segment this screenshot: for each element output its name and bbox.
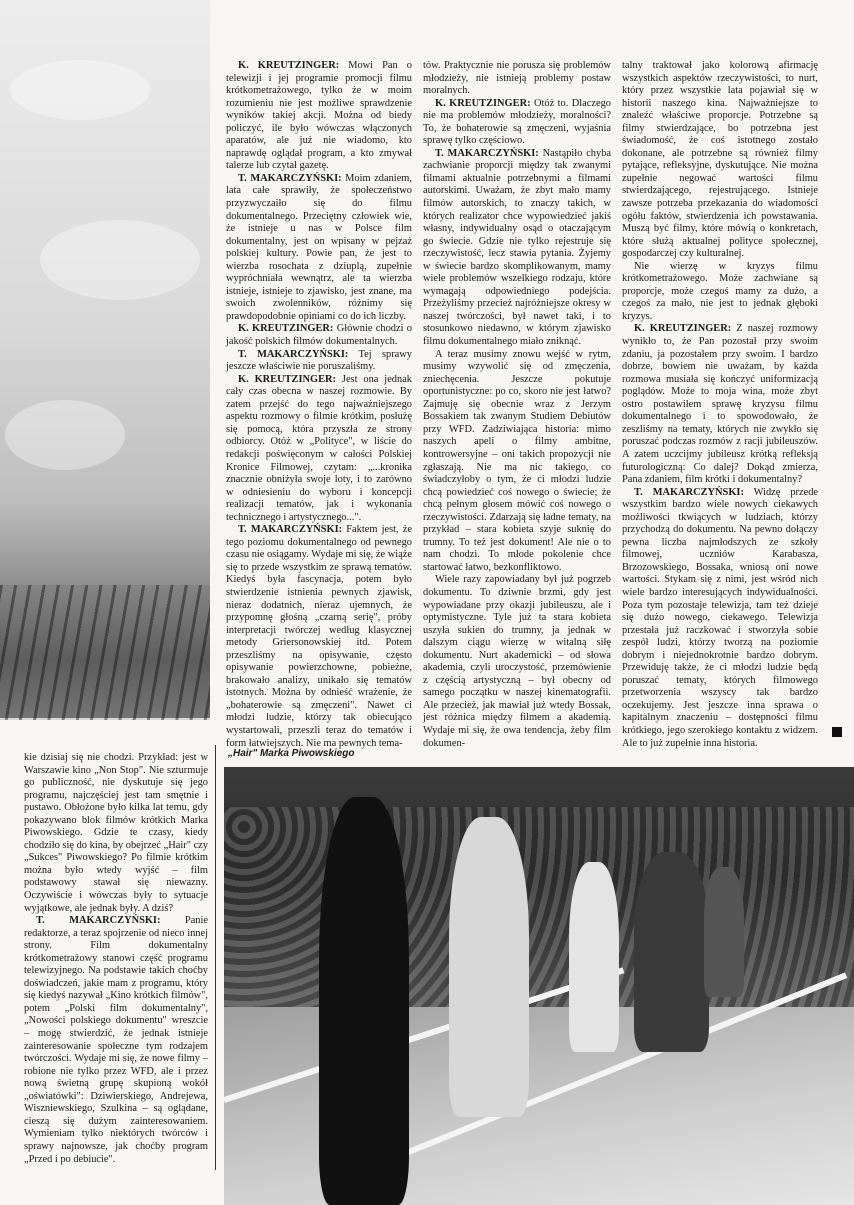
paragraph-text: Jest ona jednak cały czas obecna w naszej rozmowie. By zatem przejść do tego najważniejszego aspektu rozmowy o filmie krótkim, posłużę się pomocą, która przyszła ze strony odbiorcy. Otóż w „Polityce", w liście do redakcji poświęconym w całości Polskiej Kronice Filmowej, czytam: „...kronika znacznie obniżyła swoje loty, i to zarówno w odniesieniu do wyboru i koncepcji realizacji tematów, jak i wykonania technicznego i artystycznego...".: [226, 373, 413, 523]
paragraph-text: Wiele razy zapowiadany był już pogrzeb dokumentu. To dziwnie brzmi, gdy jest wypowiadane przy okazji jubileuszu, ale i optymistyczne. Tyle już ta stara kobieta uszyła sukien do trumny, ja jednak w dalszym ciągu wierzę w witalną siłę dokumentu. Nurt akademicki – od słowa akademia, czyli uroczystość, przemówienie z częścią artystyczną – był obecny od samego początku w naszej kinematografii. Ale przecież, jak mawiał już wtedy Bossak, jest różnica między filmem a akademią. Wydaje mi się, że owa tendencja, żeby film dokumen-: [423, 574, 611, 749]
paragraph: [423, 148, 611, 349]
speaker-name: K. KREUTZINGER:: [634, 323, 732, 335]
speaker-name: T. MAKARCZYŃSKI:: [435, 147, 539, 159]
paragraph-text: kie dzisiaj się nie chodzi. Przykład: jest w Warszawie kino „Non Stop". Nie szturmuje go publiczność, nie dyskutuje się jego programu, najczęściej jest tam smętnie i pustawo. Obłożone było kilka lat temu, gdy pokazywano blok filmów krótkich Marka Piwowskiego. Gdzie te czasy, kiedy chodziło się do kina, by obejrzeć „Hair" czy „Sukces" Piwowskiego? Po filmie krótkim można było wtedy wyjść – film podstawowy stawał się niewazny. Oczywiście i wówczas były to sytuacje wyjątkowe, ale jednak były. A dziś?: [24, 752, 208, 914]
paragraph: [24, 915, 208, 1166]
text-column-1: [226, 60, 412, 750]
paragraph: [423, 349, 611, 575]
column-divider: [215, 745, 216, 1170]
paragraph-text: Panie redaktorze, a teraz spojrzenie od nieco innej strony. Film dokumentalny krótkometrażowy stanowi część programu telewizyjnego. Na podstawie takich choćby doświadczeń, jakie mam z programu, który się kiedyś nazywał „Kino krótkich filmów", potem „Polski film dokumentalny", „Nowości polskiego dokumentu" wreszcie – mogę stwierdzić, że jednak istnieje zainteresowanie społeczne tym rodzajem twórczości. Wydaje mi się, że nowe filmy – robione nie tylko przez WFD, ale i przez nową świetną grupę skupioną wokół „oświatówki": Dziwierskiego, Andrejewa, Wiszniewskiego, Szulkina – są oglądane, cieszą się dużym zainteresowaniem. Wymieniam tylko niektórych twórców i sprawy najnowsze, jak choćby program „Przed i po debiucie".: [24, 915, 208, 1165]
paragraph: [226, 60, 412, 173]
paragraph-text: Faktem jest, że tego poziomu dokumentalnego od pewnego czasu nie osiągamy. Wydaje mi się, że wiąże się to przede wszystkim ze sprawą tematów. Kiedyś była fascynacja, potem było stwierdzenie istnienia pewnych zjawisk, nieraz dodatnich, nieraz ujemnych, że przypomnę głośną „czarną serię", próby interpretacji twórczej według klasycznej metody Griersonowskiej itd. Potem przeszliśmy na opisywanie, często opisywanie powierzchowne, pobieżne, brakowało analizy, unikało się tematów istotnych. Można by odnieść wrażenie, że „bohaterowie są zmęczeni". Nawet ci młodzi ludzie, którzy tak obiecująco wystartowali, przeszli teraz do tematów i form łatwiejszych. Nie ma pewnych tema-: [226, 524, 412, 749]
paragraph-text: Mowi Pan o telewizji i jej programie promocji filmu krótkometrażowego, tylko że w moim rozumieniu nie jest możliwe sprawdzenie wyników takiej akcji. Można od biedy policzyć, ile było wówczas włączonych aparatów, ale już nie wiadomo, kto naprawdę oglądał program, a kto zmywał talerze lub czytał gazetę.: [226, 60, 413, 172]
paragraph: [622, 323, 818, 486]
paragraph: [622, 261, 818, 324]
speaker-name: K. KREUTZINGER:: [238, 60, 340, 71]
paragraph-text: tów. Praktycznie nie porusza się problemów młodzieży, nie istnieją problemy postaw moralnych.: [423, 60, 611, 97]
paragraph-text: Z naszej rozmowy wynikło to, że Pan pozostał przy swoim zdaniu, ja pozostałem przy swoim. I bardzo dobrze, bowiem nie uważam, by każda rozmowa musiała się kończyć uniformizacją poglądów. Może to moja wina, może zbyt ostro postawiłem sprawę kryzysu filmu dokumentalnego i to spowodowało, że zeszliśmy na tematy, których nie zwykło się poruszać podczas rozmów z racji jubileuszów. A zatem uczcijmy jubileusz krótką refleksją futurologiczną: Co dalej? Dokąd zmierza, Pana zdaniem, film krótki i dokumentalny?: [622, 323, 818, 486]
paragraph-text: Otóż to. Dlaczego nie ma problemów młodzieży, moralności? To, że bohaterowie są zmęczeni, wyjaśnia sprawę tylko częściowo.: [423, 97, 612, 147]
text-column-2: [423, 60, 611, 750]
paragraph: [226, 374, 412, 525]
paragraph: [226, 323, 412, 348]
speaker-name: T. MAKARCZYŃSKI:: [238, 348, 349, 360]
paragraph: [622, 60, 818, 261]
paragraph-text: talny traktował jako kolorową afirmację wszystkich aspektów rzeczywistości, to nurt, który przez wszystkie lata pojawiał się w historii naszego kina. Najważniejsze to znaleźć właściwe proporcje. Potrzebne są filmy stwierdzające, bo potrzebna jest świadomość, że coś istotnego zostało dokonane, ale potrzebne są również filmy pytające, refleksyjne, dyskutujące. Nie można zupełnie negować wartości filmu stwierdzającego, rejestrującego. Istnieje zawsze potrzeba przekazania do wiadomości ogółu faktów, stwierdzenia ich powstawania. Muszą być filmy, które mówią o konkretach, które służą aktualnej polityce społecznej, gospodarczej czy kulturalnej.: [622, 60, 818, 260]
paragraph: [226, 524, 412, 750]
hair-stage-photo: [224, 767, 854, 1205]
paragraph: [226, 173, 412, 324]
text-column-3: [622, 60, 818, 750]
article-end-mark: [832, 727, 842, 737]
paragraph-text: Głównie chodzi o jakość polskich filmów dokumentalnych.: [226, 323, 413, 348]
paragraph-text: A teraz musimy znowu wejść w rytm, musimy wzywolić się od zmęczenia, zniechęcenia. Jeszcze pokutuje oportunistyczne: po co, skoro nie jest łatwo? Zajmuję się obecnie wraz z Jerzym Bossakiem tak zwanym Studiem Debiutów przy WFD. Zadziwiająca historia: mimo naszych apeli o filmy ambitne, kontrowersyjne – oni takich propozycji nie zgłaszają. Nie ma nic takiego, co świadczyłoby o tym, że ci młodzi ludzie chcą powiedzieć coś nowego o świecie; że chcą pełnym głosem mówić coś nowego o rzeczywistości. Zdarzają się ładne tematy, na przykład – stara kobieta szyje suknię do trumny. To też jest dokument! Ale nie o to nam chodzi. To młode pokolenie chce startować łatwo, bezkonfliktowo.: [423, 348, 611, 573]
photo-caption: „Hair" Marka Piwowskiego: [228, 748, 355, 759]
paragraph: [226, 349, 412, 374]
speaker-name: T. MAKARCZYŃSKI:: [238, 172, 342, 184]
paragraph: [24, 752, 208, 915]
paragraph-text: Moim zdaniem, lata całe sprawiły, że społeczeństwo przyzwyczaiło się do filmu dokumentalnego. Przeciętny człowiek wie, że istnieje u nas w Polsce film dokumentalny, jest on wpisany w pejzaż polskiej kultury. Powie pan, że jest to wierzba rosochata z dziuplą, zupełnie wypróchniała wewnątrz, ale ta wierzba istnieje, istnieje to zjawisko, jest znane, ma swoich zwolenników, różnimy się prawdopodobnie opiniami co do ich liczby.: [226, 172, 412, 322]
speaker-name: K. KREUTZINGER:: [238, 323, 334, 335]
paragraph-text: Tej sprawy jeszcze właściwie nie poruszaliśmy.: [226, 348, 412, 373]
speaker-name: T. MAKARCZYŃSKI:: [238, 524, 343, 536]
paragraph: [622, 487, 818, 750]
text-column-4: [24, 752, 208, 1166]
speaker-name: K. KREUTZINGER:: [238, 373, 336, 385]
paragraph-text: Widzę przede wszystkim bardzo wiele nowych ciekawych możliwości tkwiących w ludziach, którzy przychodzą do dokumentu. Na pewno dołączy pewna liczba najmłodszych ze szkoły filmowej, uczniów Karabasza, Brzozowskiego, Bossaka, wniosą oni nowe wartości. Stykam się z nimi, jest wśród nich wiele bardzo interesujących indywidualności. Poza tym pozostaje telewizja, tam też dzieje się dużo nowego, ciekawego. Telewizja przestała już raczkować i stworzyła sobie zespół ludzi, którzy tworzą na poziomie dobrym i niejednokrotnie bardzo dobrym. Przewiduję także, że ci młodzi ludzie będą poruszać tematy, których filmowego przetworzenia wszyscy tak bardzo oczekujemy. Jest jeszcze inna sprawa o kapitalnym znaczeniu – dostępności filmu krótkiego, jego szerokiego kontaktu z widzem. Ale to już zupełnie inna historia.: [622, 486, 819, 749]
paragraph-text: Nie wierzę w kryzys filmu krótkometrażowego. Może zachwiane są proporcje, może czegoś mamy za dużo, a czegoś za mało, nie jest to jednak głęboki kryzys.: [622, 260, 818, 322]
paragraph-text: Nastąpiło chyba zachwianie proporcji między tak zwanymi filmami aktualnie potrzebnymi a filmami autorskimi. Uważam, że zbyt mało mamy filmów autorskich, to znaczy takich, w których realizator chce wypowiedzieć jakiś własny, indywidualny osąd o otaczającym go świecie. Gdzie nie tylko rejestruje się rzeczywistość, lecz stawia pytania. Żyjemy w świecie bardzo skomplikowanym, mamy wiele problemów wszelkiego rodzaju, które wymagają odpowiedniego podejścia. Przeżyliśmy przecież najróżniejsze okresy w naszej twórczości, był nawet taki, i to stosunkowo niedawno, w którym zjawisko filmu dokumentalnego miało zniknąć.: [423, 147, 611, 348]
speaker-name: K. KREUTZINGER:: [435, 97, 531, 109]
paragraph: [423, 98, 611, 148]
paragraph: [423, 60, 611, 98]
speaker-name: T. MAKARCZYŃSKI:: [634, 486, 744, 498]
top-left-photo: [0, 0, 210, 718]
speaker-name: T. MAKARCZYŃSKI:: [36, 915, 161, 927]
paragraph: [423, 574, 611, 750]
